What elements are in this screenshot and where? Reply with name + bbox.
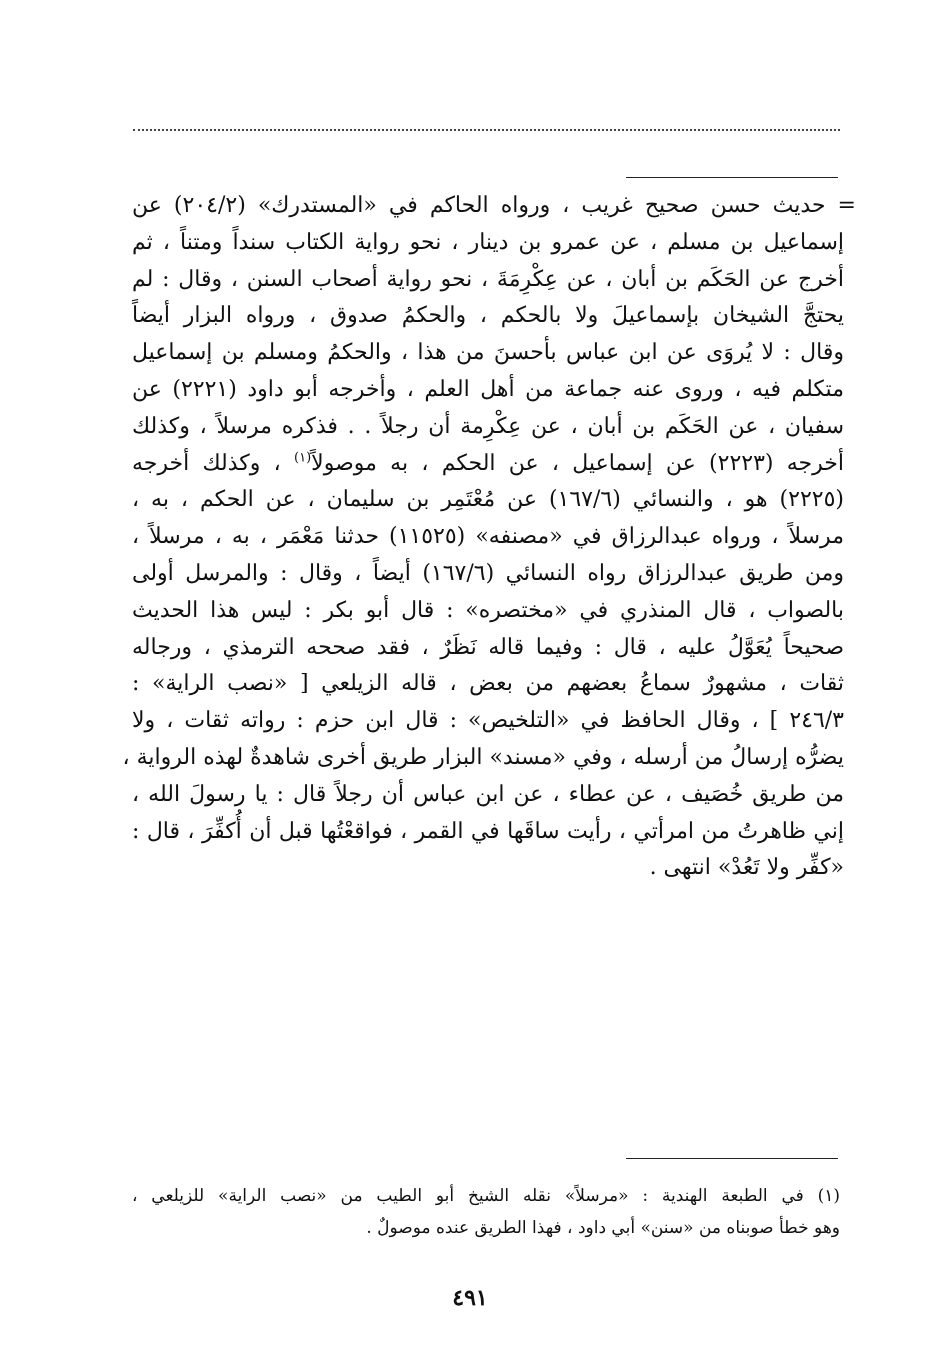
- header-dotted-rule: [133, 129, 840, 131]
- text-line-start: أخرجه (٢٢٢٣) عن إسماعيل ، عن الحكم ، به موصولاً: [311, 450, 844, 476]
- footnote-line: وهو خطأ صوبناه من «سنن» أبي داود ، فهذا الطريق عنده موصولٌ .: [366, 1218, 840, 1238]
- text-line: مرسلاً ، ورواه عبدالرزاق في «مصنفه» (١١٥٢٥) حدثنا مَعْمَر ، به ، مرسلاً ،: [132, 524, 844, 550]
- text-line: يحتجَّ الشيخان بإسماعيلَ ولا بالحكم ، والحكمُ صدوق ، ورواه البزار أيضاً: [132, 303, 844, 329]
- page-number: ٤٩١: [452, 1285, 488, 1311]
- text-line: إني ظاهرتُ من امرأتي ، رأيت ساقَها في القمر ، فواقعْتُها قبل أن أُكفِّرَ ، قال :: [132, 818, 844, 844]
- text-line-with-footnote-ref: [132, 446, 844, 483]
- text-line: بالصواب ، قال المنذري في «مختصره» : قال أبو بكر : ليس هذا الحديث: [132, 597, 844, 623]
- footnote-separator: [626, 1158, 838, 1159]
- text-line: (٢٢٢٥) هو ، والنسائي (١٦٧/٦) عن مُعْتَمِر بن سليمان ، عن الحكم ، به ،: [132, 487, 844, 513]
- footnote-reference[interactable]: (١): [294, 450, 312, 466]
- text-line: صحيحاً يُعَوَّلُ عليه ، قال : وفيما قاله نَظَرٌ ، فقد صححه الترمذي ، ورجاله: [132, 634, 844, 660]
- text-line: يضرُّه إرسالُ من أرسله ، وفي «مسند» البزار طريق أخرى شاهدةٌ لهذه الرواية ،: [122, 744, 844, 770]
- text-line: ٢٤٦/٣ ] ، وقال الحافظ في «التلخيص» : قال ابن حزم : رواته ثقات ، ولا: [132, 708, 844, 734]
- text-line: ومن طريق عبدالرزاق رواه النسائي (١٦٧/٦) أيضاً ، وقال : والمرسل أولى: [132, 560, 844, 586]
- text-line: أخرج عن الحَكَم بن أبان ، عن عِكْرِمَةَ ، نحو رواية أصحاب السنن ، وقال : لم: [132, 266, 844, 292]
- top-short-rule: [626, 177, 838, 178]
- text-line: «كفِّر ولا تَعُدْ» انتهى .: [649, 855, 844, 881]
- text-line-end: ، وكذلك أخرجه: [132, 450, 281, 476]
- footnote-block: [132, 1180, 840, 1244]
- text-line: وقال : لا يُروَى عن ابن عباس بأحسنَ من هذا ، والحكمُ ومسلم بن إسماعيل: [132, 340, 844, 366]
- text-line: متكلم فيه ، وروى عنه جماعة من أهل العلم ، وأخرجه أبو داود (٢٢٢١) عن: [132, 376, 844, 402]
- text-line: ثقات ، مشهورٌ سماعُ بعضهم من بعض ، قاله الزيلعي [ «نصب الراية» :: [132, 671, 844, 697]
- footnote-line: (١) في الطبعة الهندية : «مرسلاً» نقله الشيخ أبو الطيب من «نصب الراية» للزيلعي ،: [132, 1186, 840, 1206]
- text-line: من طريق خُصَيف ، عن عطاء ، عن ابن عباس أن رجلاً قال : يا رسولَ الله ،: [132, 781, 844, 807]
- text-line: سفيان ، عن الحَكَم بن أبان ، عن عِكْرِمة أن رجلاً . . فذكره مرسلاً ، وكذلك: [132, 413, 844, 439]
- text-line: إسماعيل بن مسلم ، عن عمرو بن دينار ، نحو رواية الكتاب سنداً ومتناً ، ثم: [132, 229, 844, 255]
- text-line: = حديث حسن صحيح غريب ، ورواه الحاكم في «المستدرك» (٢٠٤/٢) عن: [132, 193, 856, 218]
- main-text-block: [122, 188, 856, 887]
